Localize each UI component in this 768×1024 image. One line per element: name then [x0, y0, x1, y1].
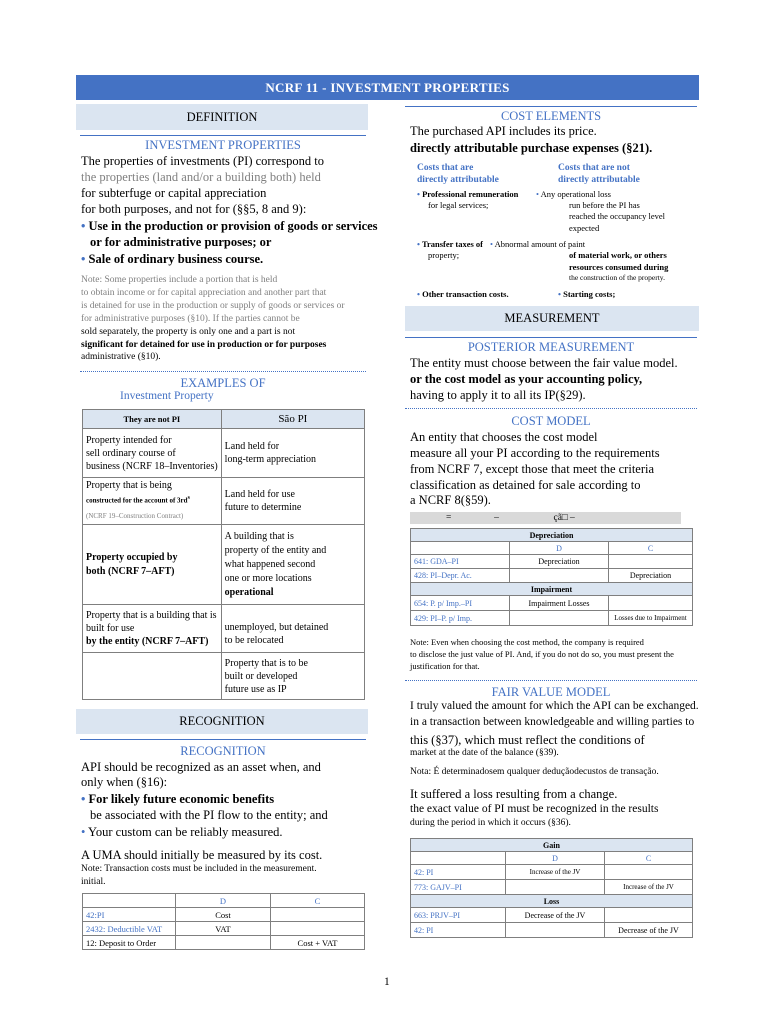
posterior-line: having to apply it to all its IP(§29).	[410, 388, 586, 402]
table-row: 429: PI–P. p/ Imp. Losses due to Impairment	[411, 611, 693, 626]
definition-bullet: • Sale of ordinary business course.	[81, 252, 264, 266]
recognition-bullet: • For likely future economic benefits	[81, 792, 275, 806]
col-header-debit: D	[176, 894, 271, 908]
cost-model-note: Note: Even when choosing the cost method, the company is required	[410, 637, 644, 647]
garbled-formula-bar: = – çã□ –	[410, 512, 681, 524]
page-number: 1	[384, 976, 390, 988]
depreciation-header: Depreciation	[411, 529, 693, 542]
uma-note: initial.	[81, 877, 106, 887]
fair-value-model-subtitle: FAIR VALUE MODEL	[491, 685, 611, 699]
col-header-debit: D	[506, 852, 605, 865]
cost-elements-line: directly attributable purchase expenses (§21).	[410, 141, 653, 155]
definition-line: for both purposes, and not for (§§5, 8 and 9):	[81, 202, 307, 216]
non-attributable-item: • Any operational loss	[536, 189, 611, 199]
impairment-header: Impairment	[411, 583, 693, 596]
initial-measurement-table	[82, 893, 365, 950]
non-attributable-item-cont: reached the occupancy level	[569, 211, 666, 221]
fair-value-line: in a transaction between knowledgeable and willing parties to	[410, 716, 695, 728]
fair-value-table	[410, 838, 693, 938]
uma-line: A UMA should initially be measured by its cost.	[81, 848, 323, 862]
table-cell: unemployed, but detained to be relocated	[221, 605, 364, 653]
col-header-credit: C	[605, 852, 693, 865]
cost-model-note: to disclose the just value of PI. And, if you do not do so, you must present the	[410, 649, 674, 659]
non-attributable-item: • Abnormal amount of paint	[490, 239, 586, 249]
table-cell	[83, 653, 222, 700]
note-line: administrative (§10).	[81, 352, 161, 362]
non-attributable-item: • Starting costs;	[558, 289, 616, 299]
attributable-item-cont: for legal services;	[428, 200, 489, 210]
table-cell: A building that is property of the entity and what happened second one or more locations operational	[221, 525, 364, 605]
table-row	[83, 478, 365, 525]
table-row: 42:PI Cost	[83, 908, 365, 922]
examples-table	[82, 409, 365, 700]
non-attributable-item-cont: of material work, or others	[569, 250, 667, 260]
loss-header: Loss	[411, 895, 693, 908]
table-cell: Property that is being constructed for the account of $3rd^s$ (NCRF 19–Construction Contract)	[83, 478, 222, 525]
bullet-icon: •	[81, 825, 89, 839]
examples-title: EXAMPLES OF	[180, 376, 266, 390]
recognition-subtitle: RECOGNITION	[180, 744, 266, 758]
cost-model-note: justification for that.	[410, 661, 480, 671]
recognition-header: RECOGNITION	[76, 709, 368, 734]
fair-value-line: this (§37), which must reflect the conditions of	[410, 733, 645, 747]
table-row	[83, 653, 365, 700]
fair-value-line: I truly valued the amount for which the API can be exchanged.	[410, 700, 699, 712]
posterior-line: or the cost model as your accounting policy,	[410, 372, 643, 386]
measurement-header: MEASUREMENT	[405, 306, 699, 331]
table-row: 663: PRJV–PI Decrease of the JV	[411, 908, 693, 923]
table-row	[83, 429, 365, 478]
page-title: NCRF 11 - INVESTMENT PROPERTIES	[76, 75, 699, 100]
col-header-debit: D	[510, 542, 609, 555]
definition-bullet-cont: or for administrative purposes; or	[90, 235, 272, 249]
attributable-heading: Costs that are	[417, 163, 474, 173]
attributable-item: • Other transaction costs.	[417, 289, 509, 299]
attributable-heading: directly attributable	[417, 175, 499, 185]
cost-model-line: classification as detained for sale according to	[410, 478, 641, 492]
fair-value-line: market at the date of the balance (§39).	[410, 748, 559, 758]
cost-elements-subtitle: COST ELEMENTS	[500, 109, 602, 123]
non-attributable-item-cont: resources consumed during	[569, 262, 669, 272]
recognition-bullet-cont: be associated with the PI flow to the entity; and	[90, 808, 328, 822]
definition-line: The properties of investments (PI) correspond to	[81, 154, 324, 168]
cost-model-line: from NCRF 7, except those that meet the criteria	[410, 462, 655, 476]
table-row: 641: GDA–PI Depreciation	[411, 555, 693, 569]
table-cell: Land held for use future to determine	[221, 478, 364, 525]
investment-properties-subtitle: INVESTMENT PROPERTIES	[145, 138, 301, 152]
table-row: 2432: Deductible VAT VAT	[83, 922, 365, 936]
cost-model-line: a NCRF 8(§59).	[410, 493, 491, 507]
posterior-line: The entity must choose between the fair value model.	[410, 356, 678, 370]
uma-note: Note: Transaction costs must be included in the measurement.	[81, 864, 317, 874]
posterior-measurement-subtitle: POSTERIOR MEASUREMENT	[467, 340, 635, 354]
table-cell: Property that is a building that is built for use by the entity (NCRF 7–AFT)	[83, 605, 222, 653]
note-line: Note: Some properties include a portion that is held	[81, 275, 278, 285]
table-row: 773: GAJV–PI Increase of the JV	[411, 880, 693, 895]
definition-bullet: • Use in the production or provision of goods or services	[81, 219, 378, 233]
fair-value-line: the exact value of PI must be recognized in the results	[410, 803, 659, 815]
table-cell: Property that is to be built or developed future use as IP	[221, 653, 364, 700]
divider	[80, 371, 366, 372]
fair-value-line: during the period in which it occurs (§36).	[410, 818, 571, 828]
examples-subtitle: Investment Property	[120, 390, 214, 402]
cost-model-subtitle: COST MODEL	[511, 414, 591, 428]
table-row: 654: P. p/ Imp.–PI Impairment Losses	[411, 596, 693, 611]
cost-model-line: An entity that chooses the cost model	[410, 430, 598, 444]
recognition-line: API should be recognized as an asset when, and	[81, 760, 321, 774]
note-line: for administrative purposes (§10). If the parties cannot be	[81, 314, 300, 324]
table-row: 12: Deposit to Order Cost + VAT	[83, 936, 365, 950]
attributable-item-cont: property;	[428, 250, 460, 260]
attributable-item: • Transfer taxes of	[417, 239, 484, 249]
cost-model-table	[410, 528, 693, 626]
divider	[405, 106, 697, 107]
cost-model-line: measure all your PI according to the requirements	[410, 446, 660, 460]
bullet-icon: •	[81, 219, 89, 233]
bullet-icon: •	[81, 792, 89, 806]
table-row: 42: PI Decrease of the JV	[411, 923, 693, 938]
recognition-line: only when (§16):	[81, 775, 168, 789]
definition-line: for subterfuge or capital appreciation	[81, 186, 267, 200]
definition-header: DEFINITION	[76, 104, 368, 130]
divider	[405, 408, 697, 409]
table-cell: Land held for long-term appreciation	[221, 429, 364, 478]
note-line: is detained for use in the production or supply of goods or services or	[81, 301, 345, 311]
table-row: 428: PI–Depr. Ac. Depreciation	[411, 569, 693, 583]
cost-elements-line: The purchased API includes its price.	[410, 124, 597, 138]
divider	[405, 680, 697, 681]
non-attributable-item-cont: the construction of the property.	[569, 273, 665, 282]
fair-value-nota: Nota: É determinadosem qualquer deduçãodecustos de transação.	[410, 767, 659, 777]
col-header-credit: C	[609, 542, 693, 555]
note-line: to obtain income or for capital appreciation and another part that	[81, 288, 327, 298]
col-header-credit: C	[271, 894, 365, 908]
divider	[405, 337, 697, 338]
gain-header: Gain	[411, 839, 693, 852]
non-attributable-heading: Costs that are not	[558, 163, 630, 173]
divider	[80, 739, 366, 740]
table-cell: Property intended for sell ordinary course of business (NCRF 18–Inventories)	[83, 429, 222, 478]
note-line: significant for detained for use in production or for purposes	[81, 340, 327, 350]
table-cell: Property occupied by both (NCRF 7–AFT)	[83, 525, 222, 605]
definition-line: the properties (land and/or a building both) held	[81, 170, 321, 184]
attributable-item: • Professional remuneration	[417, 189, 519, 199]
col-header-pi: São PI	[221, 410, 364, 429]
table-row	[83, 605, 365, 653]
recognition-bullet: • Your custom can be reliably measured.	[81, 825, 283, 839]
divider	[80, 135, 366, 136]
non-attributable-item-cont: run before the PI has	[569, 200, 640, 210]
non-attributable-item-cont: expected	[569, 223, 600, 233]
table-row: 42: PI Increase of the JV	[411, 865, 693, 880]
note-line: sold separately, the property is only one and a part is not	[81, 327, 296, 337]
table-row	[83, 525, 365, 605]
col-header-not-pi: They are not PI	[83, 410, 222, 429]
bullet-icon: •	[81, 252, 89, 266]
fair-value-line: It suffered a loss resulting from a change.	[410, 787, 618, 801]
non-attributable-heading: directly attributable	[558, 175, 640, 185]
